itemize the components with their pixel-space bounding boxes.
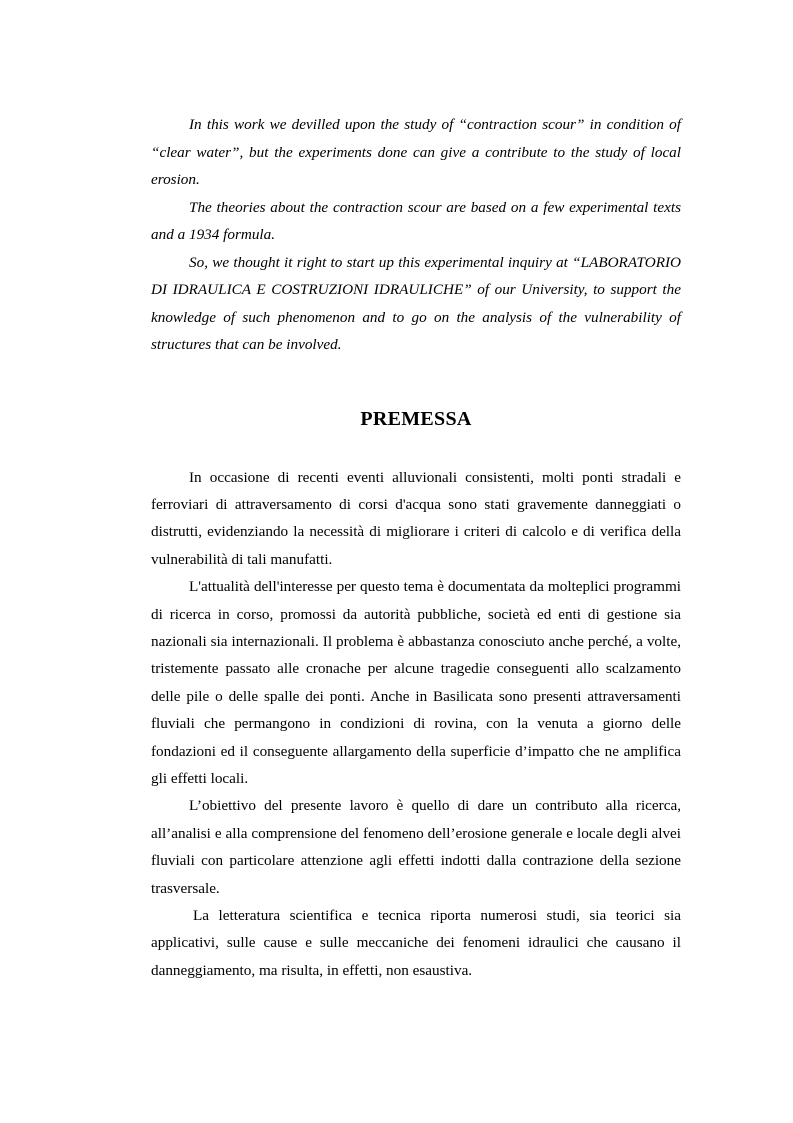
abstract-paragraph: So, we thought it right to start up this experimental inquiry at “LABORATORIO DI IDRAULICA E COSTRUZIONI IDRAULICHE” of our University, to support the knowledge of such phenomenon and to go on the analysis of the vulnerability of structures that can be involved. <box>151 253 681 353</box>
document-page <box>151 111 681 984</box>
abstract-paragraph: In this work we devilled upon the study of “contraction scour” in condition of “clear water”, but the experiments done can give a contribute to the study of local erosion. <box>151 116 681 188</box>
premessa-body <box>151 464 681 985</box>
section-heading: PREMESSA <box>360 407 472 430</box>
body-paragraph: In occasione di recenti eventi alluvionali consistenti, molti ponti stradali e ferroviari di attraversamento di corsi d'acqua sono stati gravemente danneggiati o distrutti, evidenziando la necessità di migliorare i criteri di calcolo e di verifica della vulnerabilità di tali manufatti. <box>151 468 681 568</box>
english-abstract <box>151 111 681 359</box>
body-paragraph: L'attualità dell'interesse per questo tema è documentata da molteplici programmi di ricerca in corso, promossi da autorità pubbliche, società ed enti di gestione sia nazionali sia internazionali. Il problema è abbastanza conosciuto anche perché, a volte, tristemente passato alle cronache per alcune tragedie conseguenti allo scalzamento delle pile o delle spalle dei ponti. Anche in Basilicata sono presenti attraversamenti fluviali che permangono in condizioni di rovina, con la venuta a giorno delle fondazioni ed il conseguente allargamento della superficie d’impatto che ne amplifica gli effetti locali. <box>151 578 681 787</box>
body-paragraph: L’obiettivo del presente lavoro è quello di dare un contributo alla ricerca, all’analisi e alla comprensione del fenomeno dell’erosione generale e locale degli alvei fluviali con particolare attenzione agli effetti indotti dalla contrazione della sezione trasversale. <box>151 797 681 897</box>
body-paragraph: La letteratura scientifica e tecnica riporta numerosi studi, sia teorici sia applicativi, sulle cause e sulle meccaniche dei fenomeni idraulici che causano il danneggiamento, ma risulta, in effetti, non esaustiva. <box>151 907 681 979</box>
abstract-paragraph: The theories about the contraction scour are based on a few experimental texts and a 1934 formula. <box>151 198 681 243</box>
